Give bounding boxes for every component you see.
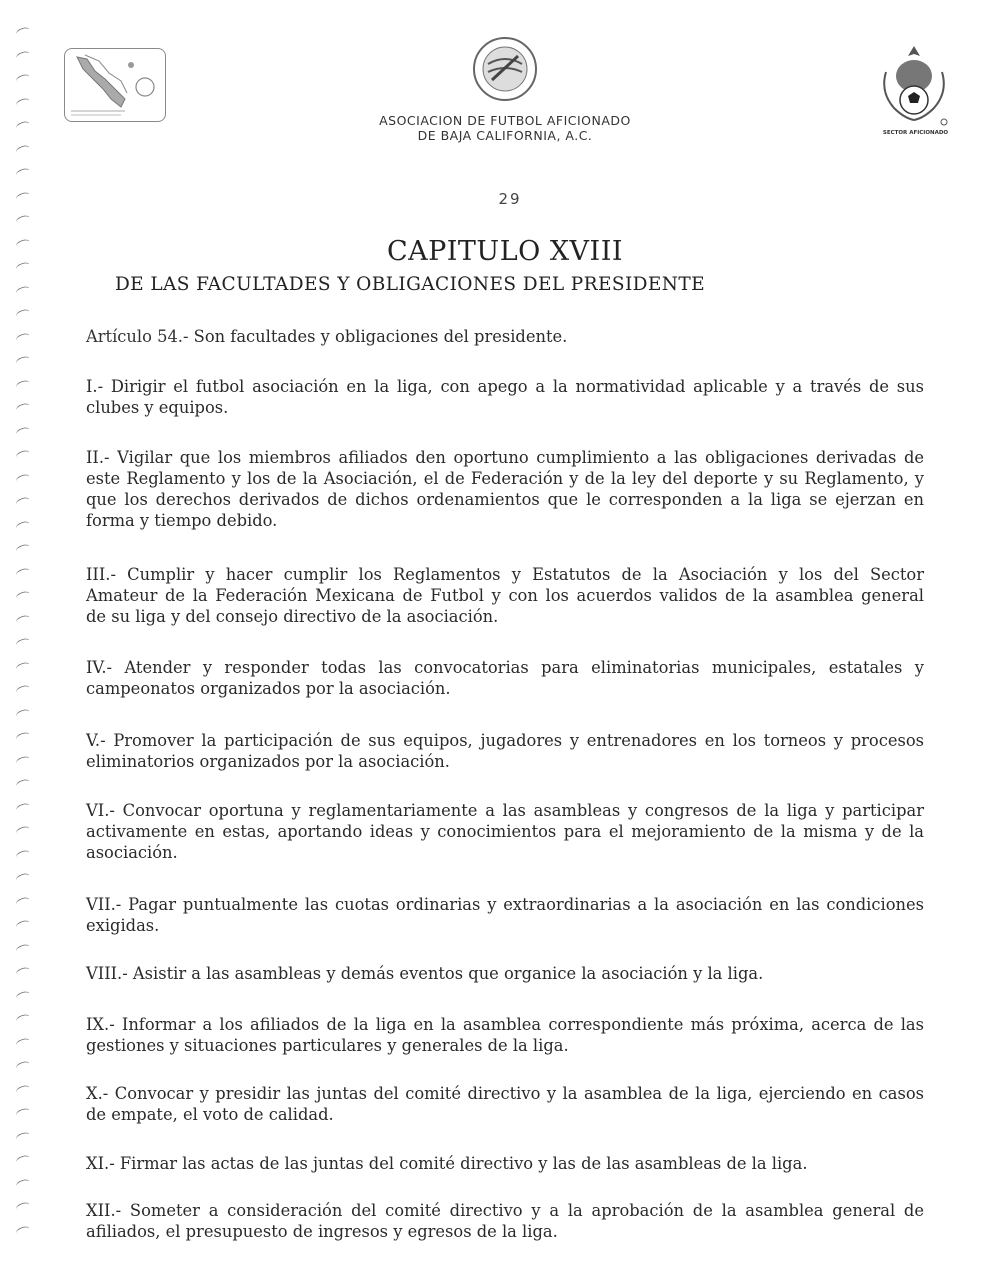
list-item-number: I.- xyxy=(86,377,104,396)
list-item-line: II.- Vigilar que los miembros afiliados den oportuno cumplimiento a las obligaciones derivadas de xyxy=(86,448,924,467)
list-item-number: VIII.- xyxy=(86,964,128,983)
list-item xyxy=(86,1153,924,1174)
list-item-line: eliminatorios organizados por la asociación. xyxy=(86,752,450,771)
list-item-line: I.- Dirigir el futbol asociación en la liga, con apego a la normatividad aplicable y a través de sus xyxy=(86,377,924,396)
chapter-title: CAPITULO XVIII xyxy=(386,236,624,267)
list-item-line: clubes y equipos. xyxy=(86,398,229,417)
list-item xyxy=(86,1083,924,1125)
list-item xyxy=(86,1014,924,1056)
list-item-number: IV.- xyxy=(86,658,113,677)
list-item xyxy=(86,564,924,627)
list-item-number: X.- xyxy=(86,1084,109,1103)
list-item-number: II.- xyxy=(86,448,110,467)
list-item-line: afiliados, el presupuesto de ingresos y egresos de la liga. xyxy=(86,1222,558,1241)
list-item-number: VI.- xyxy=(86,801,115,820)
list-item xyxy=(86,963,924,984)
mexico-federation-crest xyxy=(874,42,954,132)
baja-california-map-logo xyxy=(64,48,166,122)
list-item-line: asociación. xyxy=(86,843,178,862)
binding-marks xyxy=(12,20,38,1260)
list-item-line: VII.- Pagar puntualmente las cuotas ordinarias y extraordinarias a la asociación en las condiciones xyxy=(86,895,924,914)
sector-label: SECTOR AFICIONADO xyxy=(882,130,949,136)
association-name xyxy=(340,113,670,143)
list-item-line: campeonatos organizados por la asociación. xyxy=(86,679,451,698)
list-item-number: III.- xyxy=(86,565,116,584)
list-item-number: VII.- xyxy=(86,895,122,914)
list-item-line: XI.- Firmar las actas de las juntas del comité directivo y las de las asambleas de la liga. xyxy=(86,1154,808,1173)
list-item-line: de su liga y del consejo directivo de la asociación. xyxy=(86,607,499,626)
list-item-line: III.- Cumplir y hacer cumplir los Reglamentos y Estatutos de la Asociación y los del Sector xyxy=(86,565,924,584)
page-number: 29 xyxy=(498,190,522,208)
list-item-line: gestiones y situaciones particulares y generales de la liga. xyxy=(86,1036,569,1055)
list-item-line: forma y tiempo debido. xyxy=(86,511,278,530)
list-item-line: de empate, el voto de calidad. xyxy=(86,1105,334,1124)
chapter-subtitle: DE LAS FACULTADES Y OBLIGACIONES DEL PRESIDENTE xyxy=(114,274,706,295)
list-item-number: XI.- xyxy=(86,1154,115,1173)
org-line-1: ASOCIACION DE FUTBOL AFICIONADO xyxy=(379,113,631,128)
article-text: Son facultades y obligaciones del presidente. xyxy=(193,327,568,346)
list-item-line: VI.- Convocar oportuna y reglamentariamente a las asambleas y congresos de la liga y participar xyxy=(86,801,924,820)
list-item-line: este Reglamento y los de la Asociación, el de Federación y de la ley del deporte y su Reglamento, y xyxy=(86,469,924,488)
list-item-line: IX.- Informar a los afiliados de la liga en la asamblea correspondiente más próxima, acerca de las xyxy=(86,1015,924,1034)
list-item-line: X.- Convocar y presidir las juntas del comité directivo y la asamblea de la liga, ejerciendo en casos xyxy=(86,1084,924,1103)
list-item-line: IV.- Atender y responder todas las convocatorias para eliminatorias municipales, estatales y xyxy=(86,658,924,677)
list-item-line: V.- Promover la participación de sus equipos, jugadores y entrenadores en los torneos y procesos xyxy=(86,731,924,750)
list-item-line: exigidas. xyxy=(86,916,160,935)
list-item xyxy=(86,1200,924,1242)
list-item-number: XII.- xyxy=(86,1201,122,1220)
list-item xyxy=(86,800,924,863)
list-item xyxy=(86,376,924,418)
list-item-line: XII.- Someter a consideración del comité directivo y a la aprobación de la asamblea general de xyxy=(86,1201,924,1220)
list-item xyxy=(86,894,924,936)
list-item xyxy=(86,730,924,772)
association-emblem-logo xyxy=(470,34,540,104)
article-intro xyxy=(86,327,567,346)
list-item-line: VIII.- Asistir a las asambleas y demás eventos que organice la asociación y la liga. xyxy=(86,964,764,983)
list-item-number: IX.- xyxy=(86,1015,115,1034)
list-item-number: V.- xyxy=(86,731,106,750)
article-label: Artículo 54.- xyxy=(86,327,189,346)
list-item xyxy=(86,447,924,531)
list-item-line: Amateur de la Federación Mexicana de Futbol y con los acuerdos validos de la asamblea general xyxy=(86,586,924,605)
list-item-line: activamente en estas, aportando ideas y conocimientos para el mejoramiento de la misma y de la xyxy=(86,822,924,841)
org-line-2: DE BAJA CALIFORNIA, A.C. xyxy=(417,128,593,143)
list-item-line: que los derechos derivados de dichos ordenamientos que le corresponden a la liga se ejerzan en xyxy=(86,490,924,509)
list-item xyxy=(86,657,924,699)
